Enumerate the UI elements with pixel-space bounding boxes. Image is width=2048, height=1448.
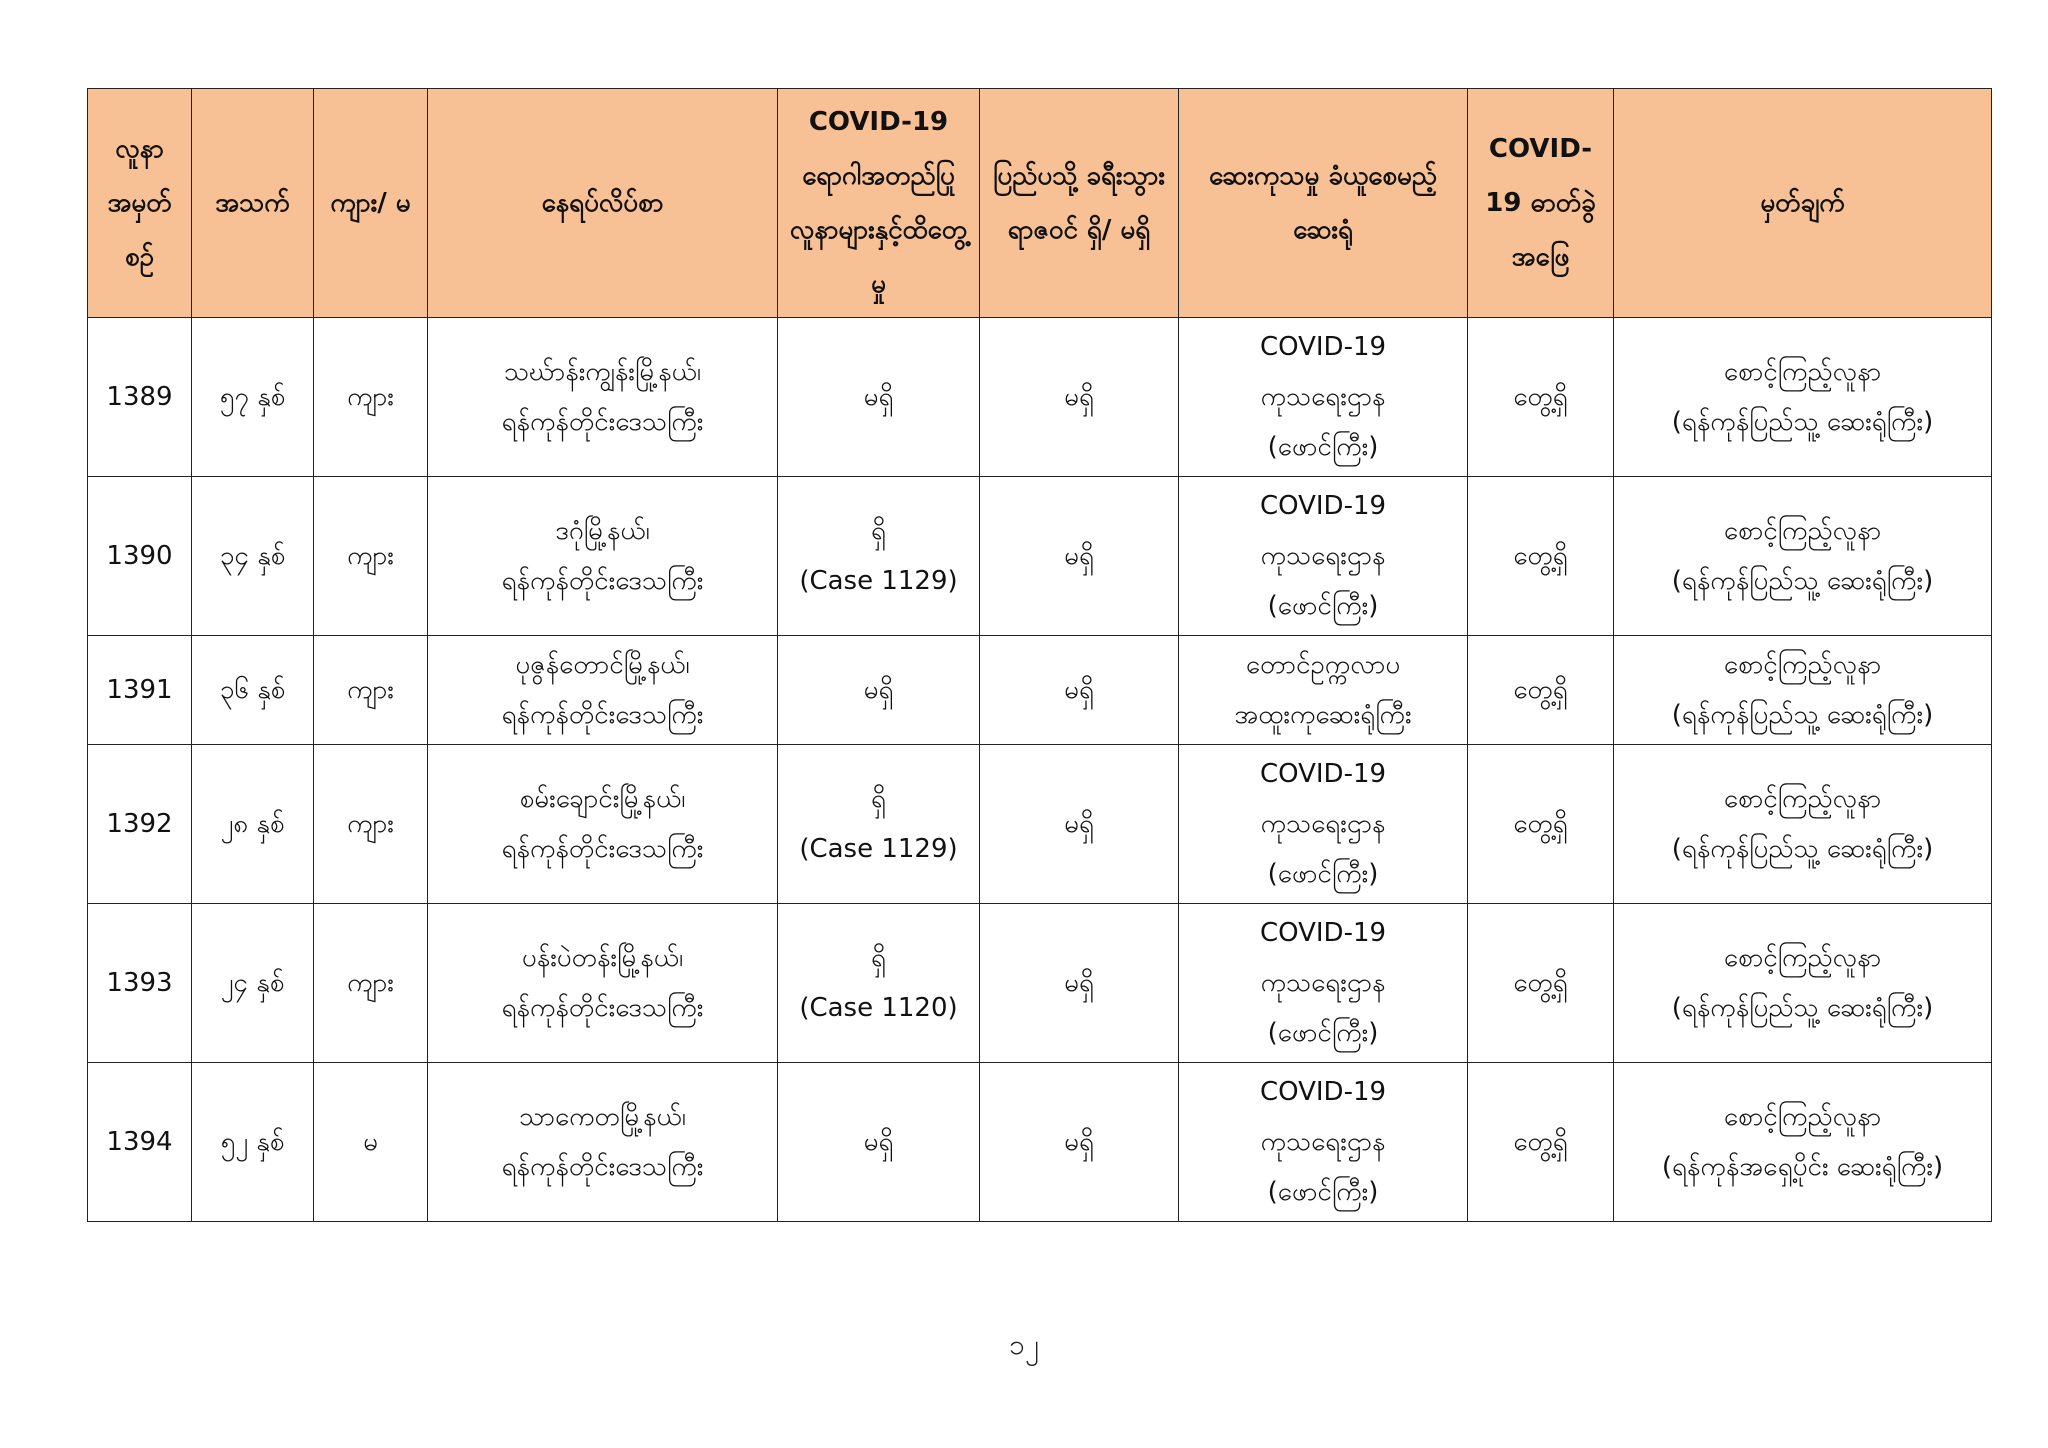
hospital-line: ကုသရေးဌာန [1260, 541, 1386, 571]
cell-travel [980, 1063, 1179, 1222]
header-patient-no: လူနာ အမှတ်စဉ် [88, 89, 192, 318]
contact-line: (Case 1129) [799, 566, 958, 596]
cell-address [428, 477, 778, 636]
sex-text: ကျား [347, 968, 394, 998]
age-text: ၅၂ နှစ် [220, 1127, 285, 1157]
address-line: သဃ်ာန်းကျွန်းမြို့နယ်၊ [504, 357, 701, 387]
contact-line: မရှိ [863, 675, 894, 705]
hospital-line: အထူးကုဆေးရုံကြီး [1234, 700, 1412, 730]
hospital-line: COVID-19 [1259, 1077, 1387, 1107]
cell-travel [980, 904, 1179, 1063]
age-text: ၅၇ နှစ် [219, 382, 286, 412]
cell-age [192, 318, 314, 477]
remark-line: စောင့်ကြည့်လူနာ [1723, 650, 1882, 680]
table-row [88, 477, 1992, 636]
cell-contact [778, 1063, 980, 1222]
travel-text: မရှိ [1064, 1127, 1094, 1157]
status-text: တွေ့ရှိ [1513, 968, 1568, 998]
contact-line: ရှိ [871, 784, 886, 814]
cell-hospital [1179, 745, 1468, 904]
cell-remark [1614, 477, 1992, 636]
travel-text: မရှိ [1064, 675, 1094, 705]
address-line: စမ်းချောင်းမြို့နယ်၊ [519, 784, 686, 814]
patient-no-text: 1393 [106, 968, 173, 998]
cell-hospital [1179, 904, 1468, 1063]
cell-patient-no [88, 1063, 192, 1222]
hospital-line: COVID-19 [1259, 918, 1387, 948]
cell-travel [980, 636, 1179, 745]
status-text: တွေ့ရှိ [1513, 382, 1568, 412]
status-text: တွေ့ရှိ [1513, 541, 1568, 571]
cell-remark [1614, 1063, 1992, 1222]
remark-line: (ရန်ကုန်ပြည်သူ့ ဆေးရုံကြီး) [1671, 834, 1934, 864]
travel-text: မရှိ [1064, 809, 1094, 839]
cell-hospital [1179, 477, 1468, 636]
address-line: ရန်ကုန်တိုင်းဒေသကြီး [501, 1152, 704, 1182]
cell-patient-no [88, 904, 192, 1063]
contact-line: (Case 1129) [799, 834, 958, 864]
patient-no-text: 1389 [106, 382, 173, 412]
table-row [88, 318, 1992, 477]
remark-line: (ရန်ကုန်အရှေ့ပိုင်း ဆေးရုံကြီး) [1661, 1152, 1944, 1182]
address-line: ပန်းပဲတန်းမြို့နယ်၊ [521, 943, 684, 973]
hospital-line: ကုသရေးဌာန [1260, 382, 1386, 412]
cell-address [428, 636, 778, 745]
cell-travel [980, 318, 1179, 477]
cell-status [1468, 477, 1614, 636]
header-remark: မှတ်ချက် [1614, 89, 1992, 318]
header-age: အသက် [192, 89, 314, 318]
covid-case-table [87, 88, 1992, 1222]
remark-line: (ရန်ကုန်ပြည်သူ့ ဆေးရုံကြီး) [1671, 407, 1934, 437]
remark-line: စောင့်ကြည့်လူနာ [1723, 943, 1882, 973]
status-text: တွေ့ရှိ [1513, 1127, 1568, 1157]
remark-line: စောင့်ကြည့်လူနာ [1723, 357, 1882, 387]
sex-text: မ [363, 1127, 378, 1157]
address-line: သာကေတမြို့နယ်၊ [519, 1102, 686, 1132]
hospital-line: (ဖောင်ကြီး) [1267, 859, 1379, 889]
table-row [88, 904, 1992, 1063]
age-text: ၃၄ နှစ် [219, 541, 286, 571]
contact-line: ရှိ [871, 516, 886, 546]
contact-line: (Case 1120) [799, 993, 958, 1023]
hospital-line: COVID-19 [1259, 491, 1387, 521]
cell-hospital [1179, 1063, 1468, 1222]
cell-travel [980, 745, 1179, 904]
header-travel: ပြည်ပသို့ ခရီးသွားရာဇဝင် ရှိ/ မရှိ [980, 89, 1179, 318]
cell-sex [314, 477, 428, 636]
hospital-line: တောင်ဥက္ကလာပ [1245, 650, 1401, 680]
contact-line: မရှိ [863, 382, 894, 412]
cell-sex [314, 904, 428, 1063]
cell-remark [1614, 318, 1992, 477]
cell-age [192, 745, 314, 904]
table-row [88, 636, 1992, 745]
address-line: ရန်ကုန်တိုင်းဒေသကြီး [501, 700, 704, 730]
patient-no-text: 1392 [106, 809, 173, 839]
header-address: နေရပ်လိပ်စာ [428, 89, 778, 318]
sex-text: ကျား [347, 382, 394, 412]
cell-age [192, 636, 314, 745]
remark-line: (ရန်ကုန်ပြည်သူ့ ဆေးရုံကြီး) [1671, 700, 1934, 730]
travel-text: မရှိ [1064, 541, 1094, 571]
cell-contact [778, 477, 980, 636]
hospital-line: ကုသရေးဌာန [1260, 809, 1386, 839]
cell-hospital [1179, 636, 1468, 745]
status-text: တွေ့ရှိ [1513, 675, 1568, 705]
cell-status [1468, 636, 1614, 745]
remark-line: (ရန်ကုန်ပြည်သူ့ ဆေးရုံကြီး) [1671, 993, 1934, 1023]
cell-status [1468, 904, 1614, 1063]
travel-text: မရှိ [1064, 968, 1094, 998]
sex-text: ကျား [347, 809, 394, 839]
cell-travel [980, 477, 1179, 636]
header-sex: ကျား/ မ [314, 89, 428, 318]
cell-age [192, 477, 314, 636]
patient-no-text: 1390 [106, 541, 173, 571]
age-text: ၂၄ နှစ် [220, 968, 285, 998]
cell-remark [1614, 636, 1992, 745]
address-line: ရန်ကုန်တိုင်းဒေသကြီး [501, 993, 704, 1023]
page-number: ၁၂ [1009, 1328, 1039, 1361]
cell-address [428, 318, 778, 477]
hospital-line: (ဖောင်ကြီး) [1267, 591, 1379, 621]
table-header-row [88, 89, 1992, 318]
cell-sex [314, 1063, 428, 1222]
travel-text: မရှိ [1064, 382, 1094, 412]
cell-contact [778, 636, 980, 745]
age-text: ၂၈ နှစ် [220, 809, 285, 839]
cell-patient-no [88, 745, 192, 904]
hospital-line: ကုသရေးဌာန [1260, 1127, 1386, 1157]
address-line: ပုဇွန်တောင်မြို့နယ်၊ [515, 650, 690, 680]
age-text: ၃၆ နှစ် [219, 675, 286, 705]
contact-line: ရှိ [871, 943, 886, 973]
cell-address [428, 745, 778, 904]
cell-patient-no [88, 636, 192, 745]
cell-address [428, 1063, 778, 1222]
cell-remark [1614, 904, 1992, 1063]
address-line: ရန်ကုန်တိုင်းဒေသကြီး [501, 834, 704, 864]
hospital-line: (ဖောင်ကြီး) [1267, 1018, 1379, 1048]
cell-remark [1614, 745, 1992, 904]
address-line: ရန်ကုန်တိုင်းဒေသကြီး [501, 407, 704, 437]
contact-line: မရှိ [863, 1127, 894, 1157]
hospital-line: COVID-19 [1259, 759, 1387, 789]
cell-sex [314, 745, 428, 904]
header-status: COVID-19 ဓာတ်ခွဲ အဖြေ [1468, 89, 1614, 318]
table-row [88, 745, 1992, 904]
remark-line: စောင့်ကြည့်လူနာ [1723, 516, 1882, 546]
hospital-line: (ဖောင်ကြီး) [1267, 432, 1379, 462]
address-line: ရန်ကုန်တိုင်းဒေသကြီး [501, 566, 704, 596]
remark-line: (ရန်ကုန်ပြည်သူ့ ဆေးရုံကြီး) [1671, 566, 1934, 596]
hospital-line: ကုသရေးဌာန [1260, 968, 1386, 998]
remark-line: စောင့်ကြည့်လူနာ [1723, 784, 1882, 814]
cell-status [1468, 1063, 1614, 1222]
status-text: တွေ့ရှိ [1513, 809, 1568, 839]
cell-hospital [1179, 318, 1468, 477]
cell-age [192, 904, 314, 1063]
cell-sex [314, 318, 428, 477]
address-line: ဒဂုံမြို့နယ်၊ [555, 516, 650, 546]
header-contact: COVID-19 ရောဂါအတည်ပြု လူနာများနှင့်ထိတွေ့မှု [778, 89, 980, 318]
cell-patient-no [88, 477, 192, 636]
cell-age [192, 1063, 314, 1222]
sex-text: ကျား [347, 541, 394, 571]
cell-sex [314, 636, 428, 745]
patient-no-text: 1391 [106, 675, 173, 705]
cell-status [1468, 318, 1614, 477]
hospital-line: (ဖောင်ကြီး) [1267, 1177, 1379, 1207]
patient-no-text: 1394 [106, 1127, 173, 1157]
cell-contact [778, 318, 980, 477]
header-hospital: ဆေးကုသမှု ခံယူစေမည့် ဆေးရုံ [1179, 89, 1468, 318]
remark-line: စောင့်ကြည့်လူနာ [1723, 1102, 1882, 1132]
cell-status [1468, 745, 1614, 904]
cell-contact [778, 904, 980, 1063]
sex-text: ကျား [347, 675, 394, 705]
hospital-line: COVID-19 [1259, 332, 1387, 362]
cell-contact [778, 745, 980, 904]
table-row [88, 1063, 1992, 1222]
cell-patient-no [88, 318, 192, 477]
cell-address [428, 904, 778, 1063]
